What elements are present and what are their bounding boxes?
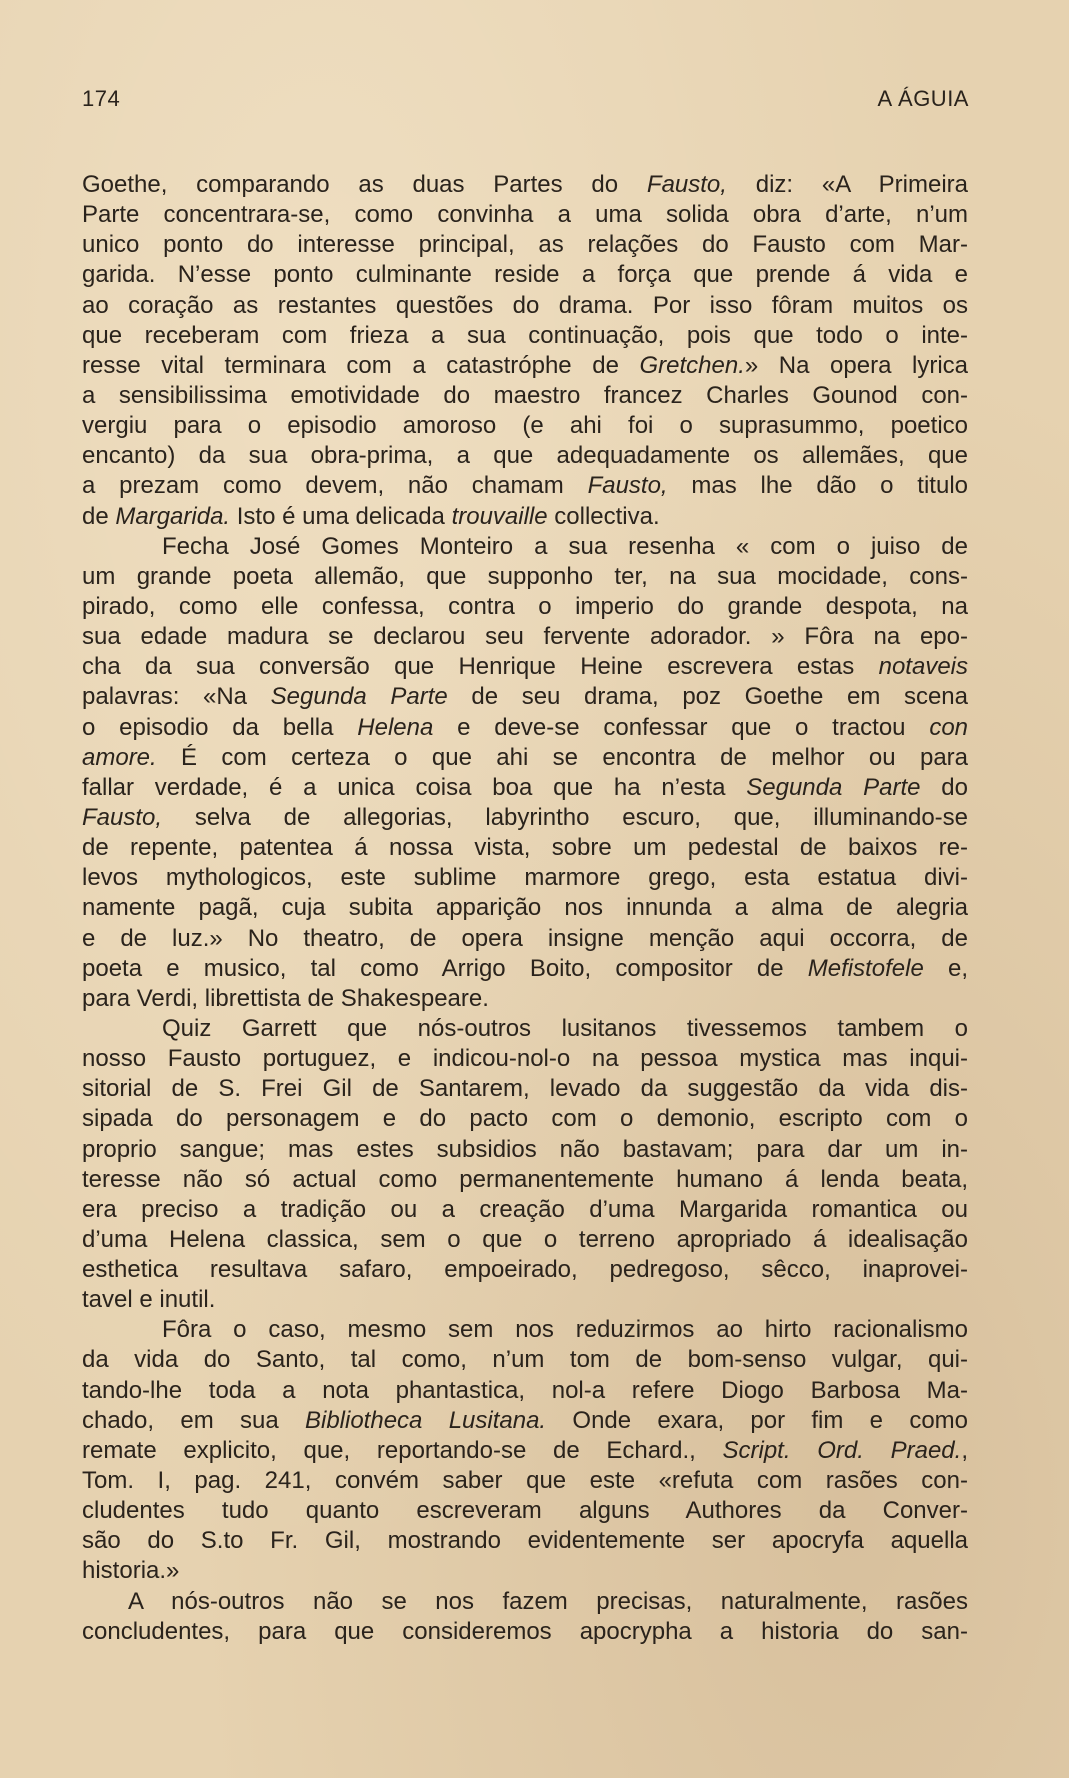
- text-segment: resse vital terminara com a catastróphe de: [82, 351, 640, 379]
- text-segment: de repente, patentea á nossa vista, sobre um pedestal de baixos re-: [82, 834, 968, 862]
- text-line: [82, 502, 968, 532]
- text-segment: um grande poeta allemão, que supponho ter, na sua mocidade, cons-: [82, 562, 968, 590]
- text-segment: palavras: «Na: [82, 683, 271, 711]
- italic-text: Helena: [357, 713, 434, 741]
- text-segment: Fecha José Gomes Monteiro a sua resenha « com o juiso de: [162, 532, 968, 560]
- text-segment: para Verdi, librettista de Shakespeare.: [82, 984, 489, 1012]
- text-line: [82, 381, 968, 411]
- text-segment: chado, em sua: [82, 1406, 305, 1434]
- text-segment: sitorial de S. Frei Gil de Santarem, levado da suggestão da vida dis-: [82, 1075, 968, 1103]
- text-line: [82, 1345, 968, 1375]
- text-line: [82, 954, 968, 984]
- text-segment: tando-lhe toda a nota phantastica, nol-a refere Diogo Barbosa Ma-: [82, 1376, 968, 1404]
- text-segment: Tom. I, pag. 241, convém saber que este «refuta com rasões con-: [82, 1467, 968, 1495]
- text-segment: selva de allegorias, labyrintho escuro, que, illuminando-se: [162, 803, 968, 831]
- text-segment: tavel e inutil.: [82, 1286, 216, 1314]
- text-line: [82, 170, 968, 200]
- text-segment: cha da sua conversão que Henrique Heine escrevera estas: [82, 653, 879, 681]
- text-segment: vergiu para o episodio amoroso (e ahi foi o suprasummo, poetico: [82, 412, 968, 440]
- text-segment: proprio sangue; mas estes subsidios não bastavam; para dar um in-: [82, 1135, 968, 1163]
- text-line: [82, 652, 968, 682]
- text-segment: É com certeza o que ahi se encontra de melhor ou para: [156, 743, 968, 771]
- text-line: [82, 1225, 968, 1255]
- text-segment: teresse não só actual como permanentemente humano á lenda beata,: [82, 1165, 968, 1193]
- italic-text: Mefistofele: [807, 954, 924, 982]
- text-segment: fallar verdade, é a unica coisa boa que ha n’esta: [82, 773, 747, 801]
- text-segment: garida. N’esse ponto culminante reside a força que prende á vida e: [82, 261, 968, 289]
- text-segment: d’uma Helena classica, sem o que o terreno apropriado á idealisação: [82, 1225, 968, 1253]
- text-line: [82, 833, 968, 863]
- text-segment: são do S.to Fr. Gil, mostrando evidentemente ser apocryfa aquella: [82, 1527, 968, 1555]
- text-line: [82, 1466, 968, 1496]
- text-line: [82, 682, 968, 712]
- text-segment: da vida do Santo, tal como, n’um tom de bom-senso vulgar, qui-: [82, 1346, 968, 1374]
- text-line: [82, 1617, 968, 1647]
- text-segment: collectiva.: [547, 502, 660, 530]
- text-segment: levos mythologicos, este sublime marmore grego, esta estatua divi-: [82, 864, 968, 892]
- italic-text: Segunda Parte: [270, 683, 448, 711]
- text-segment: poeta e musico, tal como Arrigo Boito, compositor de: [82, 954, 808, 982]
- text-line: [82, 1556, 968, 1586]
- text-line: [82, 1074, 968, 1104]
- text-segment: Quiz Garrett que nós-outros lusitanos tivessemos tambem o: [162, 1014, 968, 1042]
- running-header: [82, 86, 969, 112]
- text-segment: historia.»: [82, 1557, 180, 1585]
- text-line: [82, 1285, 968, 1315]
- text-line: [82, 532, 968, 562]
- text-line: [82, 411, 968, 441]
- text-line: [82, 1496, 968, 1526]
- text-segment: e,: [923, 954, 968, 982]
- text-line: [82, 1195, 968, 1225]
- page-number: 174: [82, 86, 121, 111]
- text-segment: namente pagã, cuja subita apparição nos innunda a alma de alegria: [82, 894, 968, 922]
- text-line: [82, 924, 968, 954]
- text-line: [82, 230, 968, 260]
- text-line: [82, 863, 968, 893]
- italic-text: notaveis: [878, 653, 968, 681]
- text-segment: mas lhe dão o titulo: [667, 472, 968, 500]
- text-segment: esthetica resultava safaro, empoeirado, pedregoso, sêcco, inaprovei-: [82, 1256, 968, 1284]
- text-segment: a sensibilissima emotividade do maestro francez Charles Gounod con-: [82, 381, 968, 409]
- text-line: [82, 260, 968, 290]
- text-line: [82, 1406, 968, 1436]
- text-segment: A nós-outros não se nos fazem precisas, naturalmente, rasões: [128, 1587, 968, 1615]
- text-line: [82, 1526, 968, 1556]
- text-line: [82, 562, 968, 592]
- text-segment: » Na opera lyrica: [744, 351, 968, 379]
- text-segment: e de luz.» No theatro, de opera insigne menção aqui occorra, de: [82, 924, 968, 952]
- text-line: [82, 893, 968, 923]
- text-line: [82, 200, 968, 230]
- italic-text: Gretchen.: [639, 351, 745, 379]
- text-segment: encanto) da sua obra-prima, a que adequadamente os allemães, que: [82, 442, 968, 470]
- text-line: [82, 743, 968, 773]
- italic-text: trouvaille: [451, 502, 548, 530]
- italic-text: amore.: [82, 743, 157, 771]
- text-line: [82, 441, 968, 471]
- italic-text: Margarida.: [115, 502, 231, 530]
- text-segment: ,: [961, 1436, 968, 1464]
- text-segment: de seu drama, poz Goethe em scena: [447, 683, 968, 711]
- text-segment: Parte concentrara-se, como convinha a uma solida obra d’arte, n’um: [82, 201, 968, 229]
- text-line: [82, 351, 968, 381]
- text-segment: diz: «A Primeira: [726, 171, 968, 198]
- text-segment: que receberam com frieza a sua continuação, pois que todo o inte-: [82, 321, 968, 349]
- italic-text: con: [929, 713, 969, 741]
- italic-text: Fausto,: [646, 171, 727, 198]
- text-segment: do: [920, 773, 968, 801]
- text-line: [82, 713, 968, 743]
- text-line: [82, 1135, 968, 1165]
- text-segment: era preciso a tradição ou a creação d’uma Margarida romantica ou: [82, 1195, 968, 1223]
- text-line: [82, 321, 968, 351]
- text-line: [82, 291, 968, 321]
- text-segment: Isto é uma delicada: [230, 502, 452, 530]
- italic-text: Fausto,: [587, 472, 668, 500]
- text-line: [82, 592, 968, 622]
- text-line: [82, 773, 968, 803]
- text-line: [82, 1165, 968, 1195]
- text-line: [82, 984, 968, 1014]
- text-segment: nosso Fausto portuguez, e indicou-nol-o na pessoa mystica mas inqui-: [82, 1045, 968, 1073]
- italic-text: Fausto,: [82, 803, 163, 831]
- text-segment: e deve-se confessar que o tractou: [433, 713, 930, 741]
- italic-text: Script. Ord. Praed.: [722, 1436, 962, 1464]
- text-segment: Onde exara, por fim e como: [546, 1406, 969, 1434]
- text-segment: cludentes tudo quanto escreveram alguns Authores da Conver-: [82, 1497, 968, 1525]
- text-line: [82, 1315, 968, 1345]
- text-line: [82, 1436, 968, 1466]
- text-segment: sua edade madura se declarou seu fervente adorador. » Fôra na epo-: [82, 623, 968, 651]
- text-segment: Goethe, comparando as duas Partes do: [82, 171, 647, 198]
- text-line: [82, 1104, 968, 1134]
- text-segment: concludentes, para que consideremos apocrypha a historia do san-: [82, 1617, 968, 1645]
- text-segment: Fôra o caso, mesmo sem nos reduzirmos ao hirto racionalismo: [162, 1316, 968, 1344]
- text-line: [82, 1014, 968, 1044]
- text-segment: unico ponto do interesse principal, as relações do Fausto com Mar-: [82, 231, 968, 259]
- italic-text: Segunda Parte: [746, 773, 921, 801]
- running-title: A ÁGUIA: [877, 86, 969, 111]
- text-segment: de: [82, 502, 116, 530]
- text-line: [82, 471, 968, 501]
- body-text: [82, 170, 968, 1647]
- italic-text: Bibliotheca Lusitana.: [304, 1406, 547, 1434]
- text-line: [82, 1587, 968, 1617]
- text-segment: sipada do personagem e do pacto com o demonio, escripto com o: [82, 1105, 968, 1133]
- text-segment: a prezam como devem, não chamam: [82, 472, 588, 500]
- text-segment: ao coração as restantes questões do drama. Por isso fôram muitos os: [82, 291, 968, 319]
- text-line: [82, 1044, 968, 1074]
- text-line: [82, 803, 968, 833]
- text-line: [82, 1255, 968, 1285]
- text-segment: pirado, como elle confessa, contra o imperio do grande despota, na: [82, 592, 968, 620]
- text-segment: o episodio da bella: [82, 713, 358, 741]
- text-line: [82, 622, 968, 652]
- text-line: [82, 1376, 968, 1406]
- text-segment: remate explicito, que, reportando-se de Echard.,: [82, 1436, 723, 1464]
